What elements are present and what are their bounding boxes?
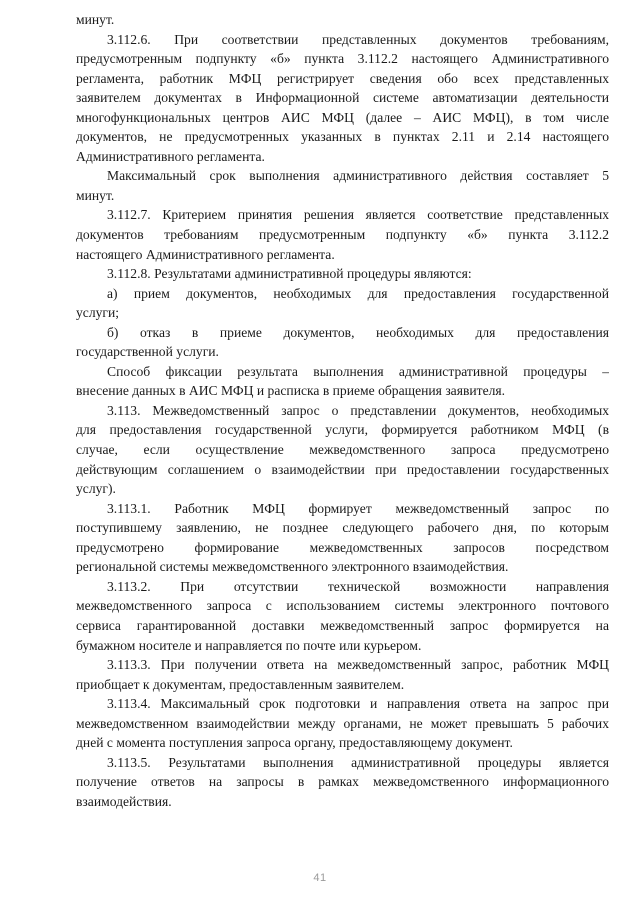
paragraph — [76, 284, 609, 323]
text-line: региональной системы межведомственного электронного взаимодействия. — [76, 559, 509, 575]
paragraph — [76, 205, 609, 264]
text-line: межведомственного запроса с использованием системы электронного почтового — [76, 598, 609, 614]
text-line: 3.113.5. Результатами выполнения административной процедуры является — [107, 754, 609, 770]
paragraph — [76, 10, 609, 30]
text-line: внесение данных в АИС МФЦ и расписка в приеме обращения заявителя. — [76, 383, 506, 399]
text-line: регламента, работник МФЦ регистрирует сведения обо всех представленных — [76, 70, 609, 86]
text-line: предусмотрено формирование межведомственных запросов посредством — [76, 539, 609, 555]
page-number: 41 — [313, 872, 327, 884]
text-line: заявителем документах в Информационной системе автоматизации деятельности — [76, 90, 609, 106]
text-line: настоящего Административного регламента. — [76, 246, 335, 262]
paragraph — [76, 753, 609, 812]
text-line: случае, если осуществление межведомственного запроса предусмотрено — [76, 442, 609, 458]
text-line: минут. — [76, 12, 115, 27]
text-line: 3.113.4. Максимальный срок подготовки и направления ответа на запрос при — [107, 696, 609, 712]
paragraph — [76, 577, 609, 655]
text-line: бумажном носителе и направляется по почте или курьером. — [76, 637, 422, 653]
paragraph — [76, 30, 609, 167]
text-line: 3.112.8. Результатами административной процедуры являются: — [107, 266, 472, 282]
text-line: Административного регламента. — [76, 148, 265, 164]
document-body — [76, 10, 609, 811]
paragraph — [76, 166, 609, 205]
text-line: приобщает к документам, предоставленным заявителем. — [76, 676, 405, 692]
paragraph — [76, 655, 609, 694]
text-line: получение ответов на запросы в рамках межведомственного информационного — [76, 774, 609, 790]
text-line: минут. — [76, 187, 115, 203]
text-line: документов, не предусмотренных указанных в пунктах 2.11 и 2.14 настоящего — [76, 129, 609, 145]
paragraph — [76, 264, 609, 284]
paragraph — [76, 401, 609, 499]
text-line: 3.113.3. При получении ответа на межведомственный запрос, работник МФЦ — [107, 657, 609, 673]
text-line: взаимодействия. — [76, 793, 172, 809]
text-line: государственной услуги. — [76, 344, 219, 360]
text-line: 3.112.7. Критерием принятия решения является соответствие представленных — [107, 207, 609, 223]
text-line: предусмотренным подпункту «б» пункта 3.112.2 настоящего Административного — [76, 51, 609, 67]
paragraph — [76, 323, 609, 362]
text-line: Максимальный срок выполнения административного действия составляет 5 — [107, 168, 609, 184]
text-line: б) отказ в приеме документов, необходимых для предоставления — [107, 324, 609, 340]
text-line: поступившему заявлению, не позднее следующего рабочего дня, по которым — [76, 520, 609, 536]
text-line: 3.113.2. При отсутствии технической возможности направления — [107, 578, 609, 594]
text-line: сервиса гарантированной доставки межведомственный запрос формируется на — [76, 617, 609, 633]
text-line: 3.113.1. Работник МФЦ формирует межведомственный запрос по — [107, 500, 609, 516]
text-line: а) прием документов, необходимых для предоставления государственной — [107, 285, 609, 301]
text-line: услуг). — [76, 481, 116, 497]
paragraph — [76, 499, 609, 577]
text-line: дней с момента поступления запроса органу, предоставляющему документ. — [76, 735, 513, 751]
paragraph — [76, 362, 609, 401]
text-line: действующим соглашением о взаимодействии при предоставлении государственных — [76, 461, 609, 477]
text-line: многофункциональных центров АИС МФЦ (далее – АИС МФЦ), в том числе — [76, 109, 609, 125]
text-line: для предоставления государственной услуги, формируется работником МФЦ (в — [76, 422, 609, 438]
text-line: документов требованиям предусмотренным подпункту «б» пункта 3.112.2 — [76, 227, 609, 243]
text-line: 3.112.6. При соответствии представленных документов требованиям, — [107, 31, 609, 47]
text-line: 3.113. Межведомственный запрос о представлении документов, необходимых — [107, 402, 609, 418]
text-line: Способ фиксации результата выполнения административной процедуры – — [107, 363, 609, 379]
text-line: межведомственном взаимодействии между органами, не может превышать 5 рабочих — [76, 715, 609, 731]
text-line: услуги; — [76, 305, 120, 321]
paragraph — [76, 694, 609, 753]
